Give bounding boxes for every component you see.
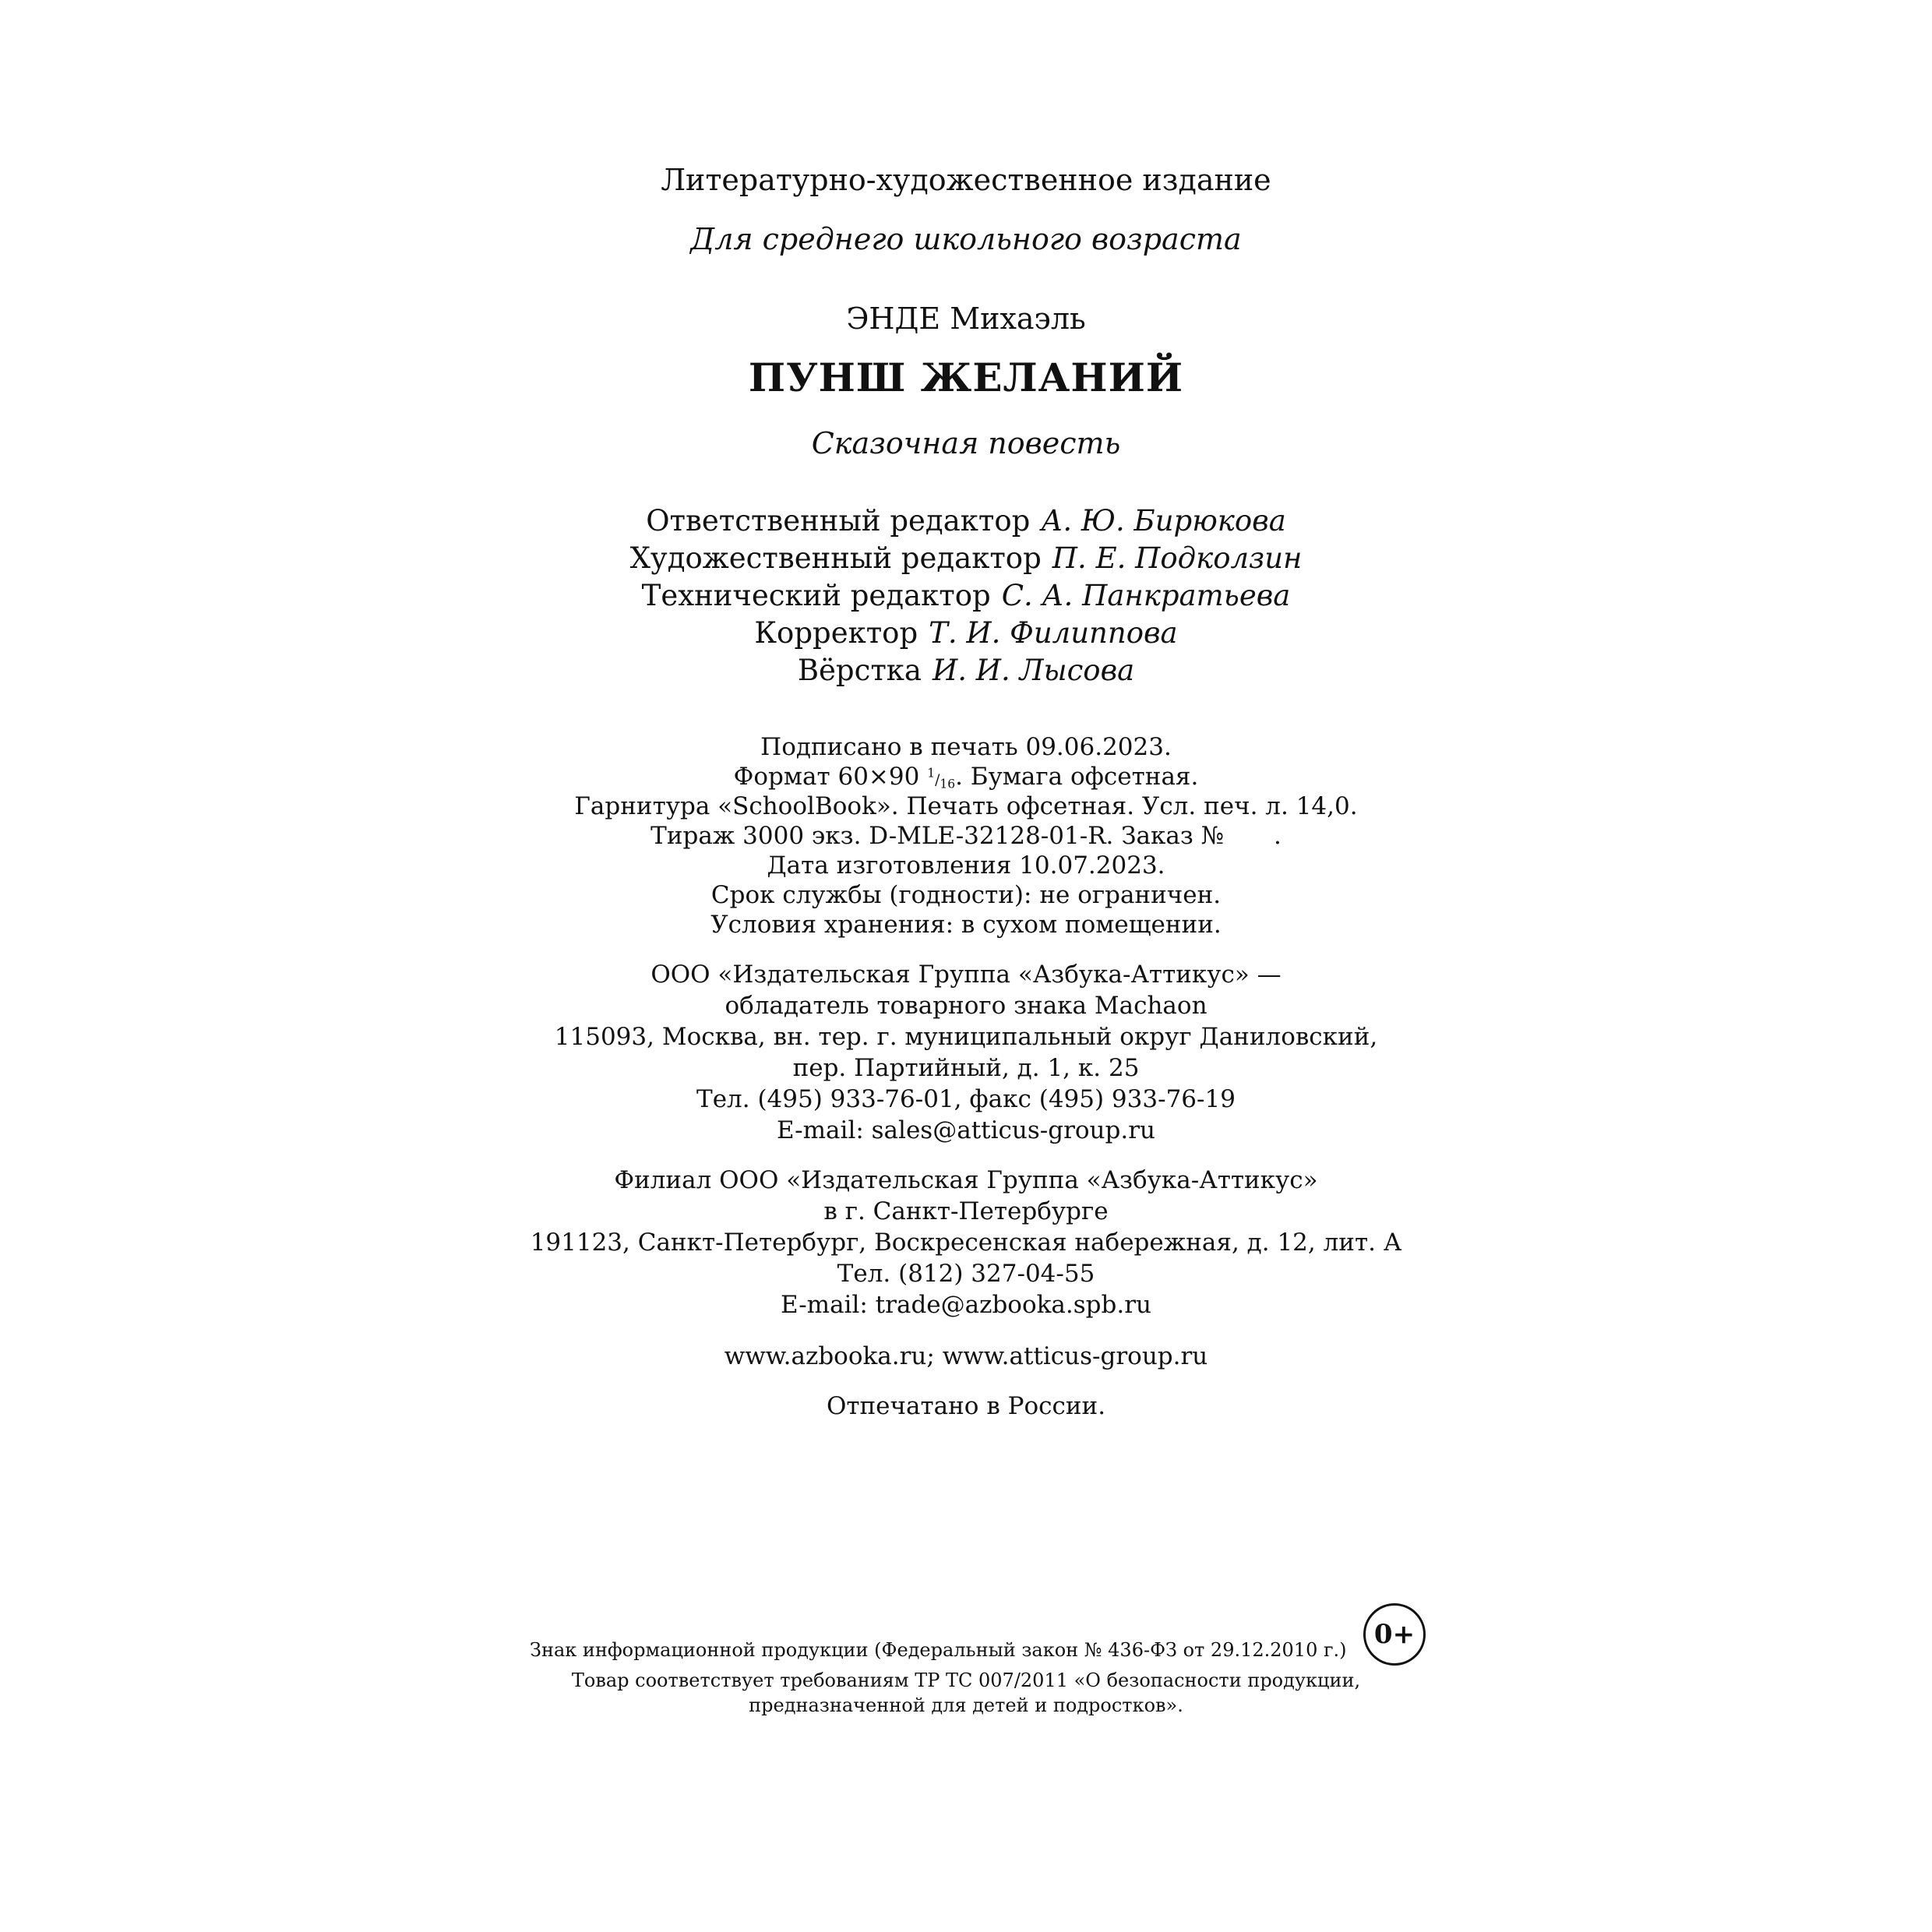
format-suffix: . Бумага офсетная.	[955, 763, 1199, 791]
publisher-spb-line: в г. Санкт-Петербурге	[823, 1197, 1109, 1225]
credit-name: А. Ю. Бирюкова	[1041, 504, 1286, 538]
info-mark-row	[530, 1603, 1416, 1673]
credit-name: И. И. Лысова	[932, 654, 1135, 687]
info-mark-text: Знак информационной продукции (Федеральный закон № 436-ФЗ от 29.12.2010 г.)	[530, 1639, 1347, 1661]
credit-role: Технический редактор	[641, 579, 991, 612]
genre-line: Литературно-художественное издание	[661, 163, 1271, 197]
publisher-moscow-line: обладатель товарного знака Machaon	[724, 992, 1208, 1020]
print-signed-date: Подписано в печать 09.06.2023.	[760, 733, 1172, 761]
credit-role: Ответственный редактор	[646, 504, 1031, 538]
publisher-moscow-line: Тел. (495) 933-76-01, факс (495) 933-76-19	[696, 1085, 1236, 1113]
credit-role: Художественный редактор	[629, 541, 1042, 575]
publisher-moscow-line: 115093, Москва, вн. тер. г. муниципальный округ Даниловский,	[554, 1023, 1378, 1051]
publisher-spb-email: E-mail: trade@azbooka.spb.ru	[781, 1291, 1151, 1319]
credit-row	[0, 541, 1932, 575]
manufacture-date: Дата изготовления 10.07.2023.	[767, 851, 1165, 880]
storage-conditions: Условия хранения: в сухом помещении.	[710, 911, 1222, 939]
audience-line: Для среднего школьного возраста	[690, 222, 1242, 256]
print-run-suffix: .	[1274, 822, 1282, 850]
format-prefix: Формат 60×90	[733, 763, 920, 791]
compliance-line: Товар соответствует требованиям ТР ТС 007/2011 «О безопасности продукции,	[571, 1669, 1361, 1691]
shelf-life: Срок службы (годности): не ограничен.	[710, 881, 1222, 909]
book-title: ПУНШ ЖЕЛАНИЙ	[748, 354, 1184, 400]
compliance-line: предназначенной для детей и подростков».	[749, 1694, 1183, 1716]
print-run	[0, 824, 1932, 848]
websites: www.azbooka.ru; www.atticus-group.ru	[724, 1342, 1208, 1370]
credit-role: Корректор	[754, 616, 918, 650]
credit-name: С. А. Панкратьева	[1001, 579, 1291, 612]
book-subtitle: Сказочная повесть	[811, 426, 1121, 460]
print-format	[0, 765, 1932, 791]
format-denominator: 16	[940, 777, 956, 791]
publisher-spb-line: Тел. (812) 327-04-55	[837, 1260, 1095, 1288]
credit-name: П. Е. Подколзин	[1052, 541, 1303, 575]
publisher-moscow-line: пер. Партийный, д. 1, к. 25	[792, 1054, 1140, 1082]
age-rating-badge: 0+	[1363, 1603, 1426, 1666]
credit-row	[0, 504, 1932, 538]
publisher-spb-line: 191123, Санкт-Петербург, Воскресенская набережная, д. 12, лит. А	[530, 1229, 1402, 1257]
credit-row	[0, 581, 1932, 610]
credit-name: Т. И. Филиппова	[929, 616, 1178, 650]
credit-row	[0, 656, 1932, 685]
format-fraction: $^1/_{16}$	[927, 766, 956, 791]
credit-row	[0, 616, 1932, 650]
publisher-moscow-email: E-mail: sales@atticus-group.ru	[776, 1116, 1156, 1144]
printed-in: Отпечатано в России.	[826, 1392, 1106, 1420]
publisher-spb-line: Филиал ООО «Издательская Группа «Азбука-Аттикус»	[614, 1166, 1318, 1194]
print-run-prefix: Тираж 3000 экз. D-MLE-32128-01-R. Заказ №	[650, 822, 1224, 850]
credit-role: Вёрстка	[797, 654, 922, 687]
format-numerator: 1	[927, 766, 936, 781]
author-name: ЭНДЕ Михаэль	[846, 301, 1086, 336]
publisher-moscow-line: ООО «Издательская Группа «Азбука-Аттикус» —	[650, 961, 1282, 989]
print-typeface: Гарнитура «SchoolBook». Печать офсетная. Усл. печ. л. 14,0.	[574, 792, 1358, 820]
